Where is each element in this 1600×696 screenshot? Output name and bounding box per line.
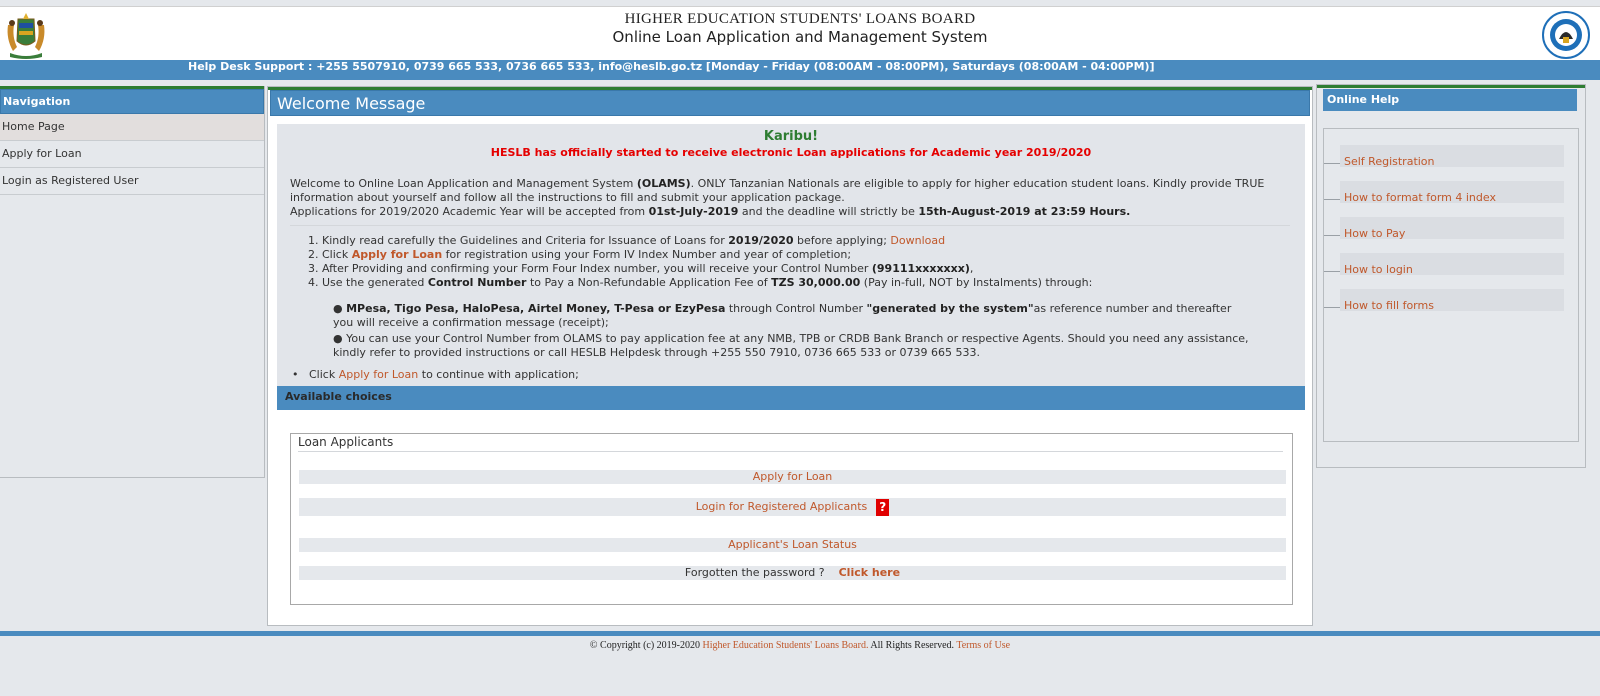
- help-link-self-registration[interactable]: Self Registration: [1344, 155, 1435, 168]
- choice-row: [299, 470, 1286, 484]
- heslb-link[interactable]: Higher Education Students' Loans Board.: [702, 640, 869, 651]
- reset-password-link[interactable]: Click here: [838, 566, 901, 579]
- step-text: After Providing and confirming your Form Four Index number, you will receive your Control Number: [322, 262, 872, 275]
- system-name: Online Loan Application and Management System: [612, 28, 988, 46]
- org-name: HIGHER EDUCATION STUDENTS' LOANS BOARD: [624, 11, 976, 27]
- generated-by-system: "generated by the system": [866, 302, 1034, 315]
- deadline-text-mid: and the deadline will strictly be: [738, 205, 919, 218]
- payment-text: You can use your Control Number from OLAMS to pay application fee at any NMB, TPB or CRDB Bank Branch or respective Agents. Should you need any assistance, kindly refer to provided instructions or call HESLB Helpdesk through +255 550 7910, 0736 665 533 or 0739 665 533.: [333, 332, 1249, 359]
- payment-option-mobile: ● MPesa, Tigo Pesa, HaloPesa, Airtel Money, T-Pesa or EzyPesa through Control Number "generated by the system"as reference number and thereafter you will receive a confirmation message (receipt);: [333, 302, 1232, 329]
- step-item: [322, 276, 1270, 290]
- choice-row: [299, 498, 1286, 516]
- step-item: [322, 248, 1270, 262]
- start-date: 01st-July-2019: [648, 205, 739, 218]
- divider: [290, 225, 1290, 226]
- intro-olams: (OLAMS): [636, 177, 691, 190]
- navigation-title: Navigation: [0, 89, 264, 114]
- footer-divider: [0, 631, 1600, 636]
- continue-text: Click: [308, 368, 339, 381]
- nav-item-login-registered-user[interactable]: Login as Registered User: [0, 168, 264, 195]
- step-text: Kindly read carefully the Guidelines and Criteria for Issuance of Loans for: [322, 234, 729, 247]
- green-accent-line: [1317, 85, 1585, 88]
- step-text: for registration using your Form IV Index Number and year of completion;: [442, 248, 852, 261]
- step-text: Click: [322, 248, 352, 261]
- step-text: before applying;: [793, 234, 891, 247]
- download-link[interactable]: Download: [890, 234, 946, 247]
- heslb-seal-logo: [1542, 11, 1590, 59]
- payment-option-bank: ● You can use your Control Number from OLAMS to pay application fee at any NMB, TPB or CRDB Bank Branch or respective Agents. Should you need any assistance, kindly refer to provided instructions or call HESLB Helpdesk through +255 550 7910, 0736 665 533 or 0739 665 533.: [333, 332, 1249, 359]
- payment-text: as reference number and thereafter you will receive a confirmation message (receipt);: [333, 302, 1232, 329]
- help-item: [1340, 253, 1564, 275]
- control-number-label: Control Number: [427, 276, 527, 289]
- continue-apply-link[interactable]: Apply for Loan: [338, 368, 419, 381]
- deadline-date: 15th-August-2019 at 23:59 Hours.: [918, 205, 1131, 218]
- payment-options: [333, 302, 1253, 362]
- choice-row: [299, 566, 1286, 580]
- help-item: [1340, 181, 1564, 203]
- welcome-paragraph: [290, 177, 1280, 219]
- nav-item-home-page[interactable]: Home Page: [0, 114, 264, 141]
- copyright-text: © Copyright (c) 2019-2020: [589, 640, 703, 651]
- page-header: [0, 6, 1600, 60]
- apply-for-loan-link[interactable]: Apply for Loan: [351, 248, 443, 261]
- main-panel: [267, 86, 1313, 626]
- announcement-text: HESLB has officially started to receive electronic Loan applications for Academic year 2019/2020: [490, 146, 1092, 159]
- loan-applicants-legend: Loan Applicants: [298, 435, 394, 449]
- online-help-list: [1323, 128, 1579, 442]
- nav-item-apply-for-loan[interactable]: Apply for Loan: [0, 141, 264, 168]
- help-item: [1340, 145, 1564, 167]
- online-help-title: Online Help: [1323, 89, 1577, 111]
- step-text: ,: [969, 262, 974, 275]
- help-link-format-form4[interactable]: How to format form 4 index: [1344, 191, 1496, 204]
- terms-of-use-link[interactable]: Terms of Use: [956, 640, 1011, 651]
- navigation-panel: [0, 86, 265, 478]
- help-link-fill-forms[interactable]: How to fill forms: [1344, 299, 1434, 312]
- step-text: to Pay a Non-Refundable Application Fee of: [526, 276, 772, 289]
- step-item: [322, 234, 1270, 248]
- login-registered-applicants-button[interactable]: Login for Registered Applicants: [695, 500, 868, 513]
- help-link-how-to-login[interactable]: How to login: [1344, 263, 1413, 276]
- loan-applicants-group: [290, 433, 1293, 605]
- fee-amount: TZS 30,000.00: [771, 276, 861, 289]
- choice-row: [299, 538, 1286, 552]
- welcome-message-title: Welcome Message: [270, 90, 1310, 116]
- apply-for-loan-button[interactable]: Apply for Loan: [752, 470, 833, 483]
- help-icon[interactable]: ?: [876, 499, 889, 516]
- deadline-text: Applications for 2019/2020 Academic Year will be accepted from: [290, 205, 649, 218]
- step-year: 2019/2020: [728, 234, 794, 247]
- continue-line: • Click Apply for Loan to continue with application;: [292, 368, 579, 381]
- karibu-heading: Karibu!: [763, 129, 819, 144]
- instruction-steps: [310, 234, 1270, 290]
- step-text: (Pay in-full, NOT by Instalments) through:: [860, 276, 1093, 289]
- page-footer: [0, 640, 1600, 651]
- mobile-money-list: MPesa, Tigo Pesa, HaloPesa, Airtel Money, T-Pesa or EzyPesa: [346, 302, 726, 315]
- help-item: [1340, 289, 1564, 311]
- online-help-panel: [1316, 84, 1586, 468]
- continue-text: to continue with application;: [418, 368, 579, 381]
- welcome-content: [277, 124, 1305, 386]
- step-item: [322, 262, 1270, 276]
- helpdesk-text: Help Desk Support : +255 5507910, 0739 665 533, 0736 665 533, info@heslb.go.tz [Monday - Friday (08:00AM - 08:00PM), Saturdays (08:00AM - 04:00PM)]: [188, 60, 1155, 73]
- intro-text: Welcome to Online Loan Application and Management System: [290, 177, 637, 190]
- help-item: [1340, 217, 1564, 239]
- available-choices-bar: Available choices: [277, 386, 1305, 410]
- control-number-format: (99111xxxxxxx): [871, 262, 970, 275]
- payment-text: through Control Number: [725, 302, 867, 315]
- rights-text: All Rights Reserved.: [868, 640, 957, 651]
- divider: [298, 451, 1283, 452]
- intro-text-rest: . ONLY Tanzanian Nationals are eligible to apply for higher education student loans. Kindly provide TRUE information about yourself and follow all the instructions to fill and submit your application package.: [290, 177, 1265, 204]
- forgot-password-text: Forgotten the password ?: [684, 566, 825, 579]
- loan-status-button[interactable]: Applicant's Loan Status: [728, 538, 857, 551]
- help-link-how-to-pay[interactable]: How to Pay: [1344, 227, 1406, 240]
- helpdesk-bar: [0, 60, 1600, 80]
- step-text: Use the generated: [322, 276, 428, 289]
